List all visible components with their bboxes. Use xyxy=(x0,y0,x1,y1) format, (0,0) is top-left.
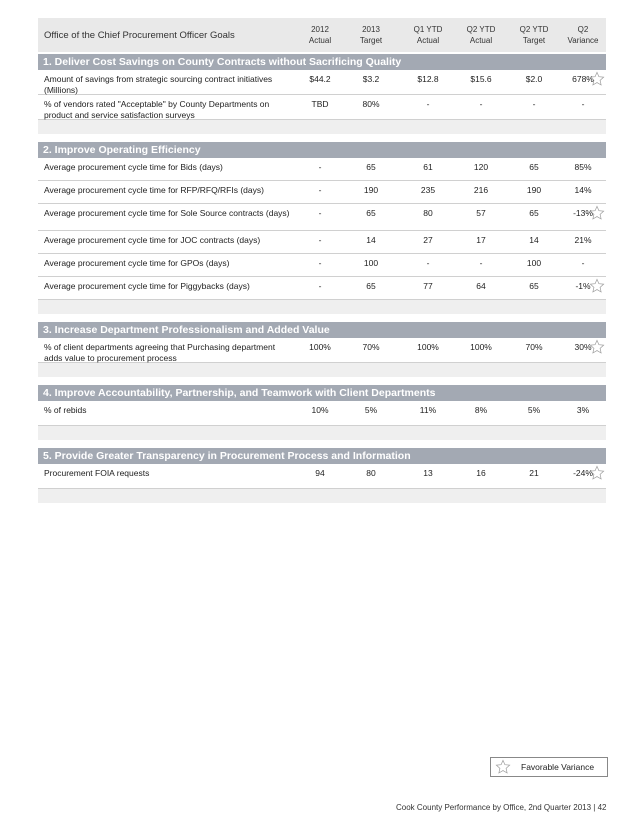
favorable-star-icon xyxy=(589,278,605,294)
legend xyxy=(490,757,608,777)
column-header-line2: Actual xyxy=(416,36,440,45)
table-cell: 21 xyxy=(529,468,539,478)
column-header-line1: Q1 YTD xyxy=(413,25,443,34)
table-cell: 77 xyxy=(423,281,433,291)
table-cell: 14 xyxy=(366,235,376,245)
table-cell: 70% xyxy=(525,342,543,352)
measure-name: Average procurement cycle time for Bids (days) xyxy=(44,162,223,172)
table-row xyxy=(38,464,606,489)
table-header xyxy=(38,18,606,52)
table-cell: -1% xyxy=(575,281,591,291)
table-cell: - xyxy=(581,258,585,268)
table-cell: - xyxy=(426,258,430,268)
table-cell: 100 xyxy=(526,258,542,268)
table-row xyxy=(38,277,606,300)
table-cell: 10% xyxy=(311,405,329,415)
table-cell: 80 xyxy=(366,468,376,478)
measure-name: % of vendors rated "Acceptable" by County Departments on product and service satisfaction surveys xyxy=(44,99,270,120)
table-cell: 5% xyxy=(364,405,378,415)
section-header: 5. Provide Greater Transparency in Procurement Process and Information xyxy=(38,448,606,464)
table-row xyxy=(38,181,606,204)
table-cell: 14% xyxy=(574,185,592,195)
table-cell: - xyxy=(318,185,322,195)
column-header-line2: Actual xyxy=(308,36,332,45)
table-cell: 27 xyxy=(423,235,433,245)
measure-name: % of client departments agreeing that Purchasing department adds value to procurement process xyxy=(44,342,276,363)
table-cell: - xyxy=(479,99,483,109)
table-cell: 64 xyxy=(476,281,486,291)
table-cell: 190 xyxy=(363,185,379,195)
table-cell: - xyxy=(581,99,585,109)
table-cell: 16 xyxy=(476,468,486,478)
table-cell: 85% xyxy=(574,162,592,172)
measure-name: Average procurement cycle time for GPOs (days) xyxy=(44,258,230,268)
section-spacer xyxy=(38,363,606,377)
table-cell: -13% xyxy=(573,208,593,218)
table-cell: -24% xyxy=(573,468,593,478)
table-cell: - xyxy=(426,99,430,109)
legend-label: Favorable Variance xyxy=(521,762,595,772)
table-cell: 100% xyxy=(309,342,331,352)
measure-name: Procurement FOIA requests xyxy=(44,468,150,478)
table-row xyxy=(38,70,606,95)
table-cell: 3% xyxy=(576,405,590,415)
table-cell: - xyxy=(532,99,536,109)
table-cell: $3.2 xyxy=(362,74,380,84)
column-header-line2: Target xyxy=(522,36,546,45)
table-cell: 100% xyxy=(417,342,439,352)
table-cell: 120 xyxy=(473,162,489,172)
table-cell: 65 xyxy=(366,208,376,218)
table-row xyxy=(38,401,606,426)
table-cell: 61 xyxy=(423,162,433,172)
star-outline-icon xyxy=(495,759,511,775)
table-row xyxy=(38,254,606,277)
table-cell: $15.6 xyxy=(470,74,492,84)
table-cell: 70% xyxy=(362,342,380,352)
table-cell: - xyxy=(318,258,322,268)
table-cell: 65 xyxy=(529,208,539,218)
table-cell: - xyxy=(318,235,322,245)
table-cell: 80 xyxy=(423,208,433,218)
favorable-star-icon xyxy=(589,205,605,221)
table-cell: $12.8 xyxy=(417,74,439,84)
measure-name: Amount of savings from strategic sourcing contract initiatives (Millions) xyxy=(44,74,273,95)
measure-name: Average procurement cycle time for Piggybacks (days) xyxy=(44,281,250,291)
page-title: Office of the Chief Procurement Officer Goals xyxy=(44,30,235,41)
section-header: 1. Deliver Cost Savings on County Contracts without Sacrificing Quality xyxy=(38,54,606,70)
table-cell: 94 xyxy=(315,468,325,478)
table-row xyxy=(38,204,606,231)
table-cell: 235 xyxy=(420,185,436,195)
table-cell: $2.0 xyxy=(525,74,543,84)
section-spacer xyxy=(38,426,606,440)
goals-table xyxy=(38,18,606,503)
favorable-star-icon xyxy=(589,465,605,481)
section-spacer xyxy=(38,300,606,314)
measure-name: Average procurement cycle time for Sole Source contracts (days) xyxy=(44,208,290,218)
section-header: 3. Increase Department Professionalism and Added Value xyxy=(38,322,606,338)
table-cell: 13 xyxy=(423,468,433,478)
table-cell: 65 xyxy=(529,162,539,172)
table-cell: 100 xyxy=(363,258,379,268)
column-header-line1: 2013 xyxy=(362,25,380,34)
column-header-line1: Q2 xyxy=(577,25,589,34)
table-cell: 57 xyxy=(476,208,486,218)
column-header xyxy=(294,24,346,46)
favorable-star-icon xyxy=(589,339,605,355)
column-header-line1: Q2 YTD xyxy=(466,25,496,34)
table-cell: 17 xyxy=(476,235,486,245)
table-row xyxy=(38,158,606,181)
table-row xyxy=(38,95,606,120)
measure-name: % of rebids xyxy=(44,405,87,415)
section-header: 2. Improve Operating Efficiency xyxy=(38,142,606,158)
column-header-line2: Variance xyxy=(567,36,599,45)
table-cell: - xyxy=(479,258,483,268)
column-header-line2: Actual xyxy=(469,36,493,45)
table-cell: 216 xyxy=(473,185,489,195)
measure-name: Average procurement cycle time for JOC contracts (days) xyxy=(44,235,261,245)
column-header xyxy=(402,24,454,46)
column-header-line2: Target xyxy=(359,36,383,45)
table-cell: 65 xyxy=(366,162,376,172)
table-cell: - xyxy=(318,162,322,172)
column-header xyxy=(345,24,397,46)
table-cell: 21% xyxy=(574,235,592,245)
measure-name: Average procurement cycle time for RFP/RFQ/RFIs (days) xyxy=(44,185,264,195)
table-cell: 11% xyxy=(419,405,437,415)
column-header-line1: 2012 xyxy=(311,25,329,34)
page-footer: Cook County Performance by Office, 2nd Quarter 2013 | 42 xyxy=(396,803,607,812)
table-cell: TBD xyxy=(311,99,329,109)
table-row xyxy=(38,338,606,363)
column-header xyxy=(455,24,507,46)
table-cell: 8% xyxy=(474,405,488,415)
favorable-star-icon xyxy=(589,71,605,87)
table-cell: 190 xyxy=(526,185,542,195)
table-cell: 5% xyxy=(527,405,541,415)
table-cell: 65 xyxy=(366,281,376,291)
section-header: 4. Improve Accountability, Partnership, and Teamwork with Client Departments xyxy=(38,385,606,401)
table-cell: 65 xyxy=(529,281,539,291)
column-header xyxy=(557,24,609,46)
section-spacer xyxy=(38,489,606,503)
column-header-line1: Q2 YTD xyxy=(519,25,549,34)
table-cell: 14 xyxy=(529,235,539,245)
table-cell: 678% xyxy=(572,74,594,84)
table-cell: - xyxy=(318,281,322,291)
table-cell: - xyxy=(318,208,322,218)
column-header xyxy=(508,24,560,46)
table-cell: 30% xyxy=(574,342,592,352)
sections xyxy=(38,54,606,503)
section-spacer xyxy=(38,120,606,134)
table-cell: 80% xyxy=(362,99,380,109)
table-cell: $44.2 xyxy=(309,74,331,84)
table-row xyxy=(38,231,606,254)
table-cell: 100% xyxy=(470,342,492,352)
